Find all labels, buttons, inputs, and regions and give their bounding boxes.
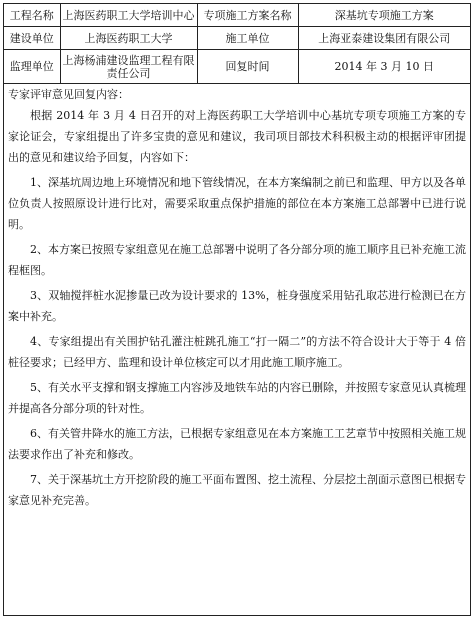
reply-item-2: 2、本方案已按照专家组意见在施工总部署中说明了各分部分项的施工顺序且已补充施工流程框图。 <box>8 243 466 277</box>
project-name-value: 上海医药职工大学培训中心 <box>60 4 197 27</box>
header-row-builder <box>4 27 470 50</box>
project-name-label: 工程名称 <box>4 4 60 27</box>
supervisor-label: 监理单位 <box>4 50 60 84</box>
plan-name-value: 深基坑专项施工方案 <box>298 4 470 27</box>
builder-value: 上海医药职工大学 <box>60 27 197 50</box>
header-row-supervisor <box>4 50 470 84</box>
contractor-label: 施工单位 <box>197 27 298 50</box>
reply-item-3: 3、双轴搅拌桩水泥掺量已改为设计要求的 13%，桩身强度采用钻孔取芯进行检测已在方案中补充。 <box>8 289 466 323</box>
reply-item-1: 1、深基坑周边地上环境情况和地下管线情况，在本方案编制之前已和监理、甲方以及各单位负责人按照原设计进行比对，需要采取重点保护措施的部位在本方案施工总部署中已进行说明。 <box>8 176 466 231</box>
reply-time-label: 回复时间 <box>197 50 298 84</box>
reply-time-value: 2014 年 3 月 10 日 <box>298 50 470 84</box>
contractor-value: 上海亚泰建设集团有限公司 <box>298 27 470 50</box>
reply-item-4: 4、专家组提出有关围护钻孔灌注桩跳孔施工“打一隔二”的方法不符合设计大于等于 4 倍桩径要求；已经甲方、监理和设计单位核定可以才用此施工顺序施工。 <box>8 335 466 369</box>
reply-content <box>8 84 466 511</box>
header-table <box>4 4 470 84</box>
reply-item-6: 6、有关管井降水的施工方法，已根据专家组意见在本方案施工工艺章节中按照相关施工规法要求作出了补充和修改。 <box>8 427 466 461</box>
form-sheet <box>3 3 471 616</box>
reply-item-5: 5、有关水平支撑和钢支撑施工内容涉及地铁车站的内容已删除，并按照专家意见认真梳理并提高各分部分项的针对性。 <box>8 381 466 415</box>
plan-name-label: 专项施工方案名称 <box>197 4 298 27</box>
reply-content-title: 专家评审意见回复内容： <box>8 88 129 101</box>
builder-label: 建设单位 <box>4 27 60 50</box>
reply-item-7: 7、关于深基坑土方开挖阶段的施工平面布置图、挖土流程、分层挖土剖面示意图已根据专家意见补充完善。 <box>8 473 466 507</box>
reply-intro: 根据 2014 年 3 月 4 日召开的对上海医药职工大学培训中心基坑专项专项施工方案的专家论证会，专家组提出了许多宝贵的意见和建议，我司项目部技术科积极主动的根据评审团提出的意见和建议给予回复，内容如下： <box>8 109 466 164</box>
header-row-project <box>4 4 470 27</box>
supervisor-value: 上海杨浦建设监理工程有限责任公司 <box>60 50 197 84</box>
